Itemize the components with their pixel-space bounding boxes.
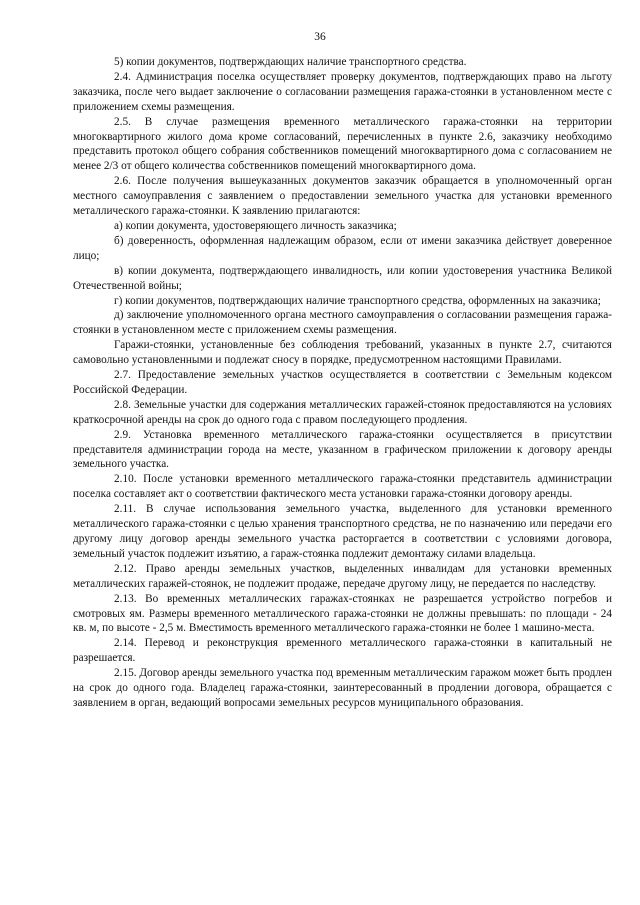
paragraph: 2.5. В случае размещения временного металлического гаража-стоянки на территории многоквартирного жилого дома кроме согласований, перечисленных в пункте 2.6, заказчику необходимо представить протокол общего собрания собственников помещений многоквартирного дома с согласованием не менее 2/3 от общего количества собственников помещений многоквартирного дома. (73, 115, 612, 173)
list-item: в) копии документа, подтверждающего инвалидность, или копии удостоверения участника Великой Отечественной войны; (73, 264, 612, 292)
paragraph: Гаражи-стоянки, установленные без соблюдения требований, указанных в пункте 2.7, считаются самовольно установленными и подлежат сносу в порядке, предусмотренном настоящими Правилами. (73, 339, 612, 367)
paragraph: 5) копии документов, подтверждающих наличие транспортного средства. (114, 56, 467, 68)
paragraph: 2.10. После установки временного металлического гаража-стоянки представитель администрации поселка составляет акт о соответствии фактического места установки гаража-стоянки договору аренды. (73, 473, 612, 501)
list-item: г) копии документов, подтверждающих наличие транспортного средства, оформленных на заказчика; (114, 294, 601, 307)
page-number: 36 (314, 31, 326, 43)
paragraph: 2.14. Перевод и реконструкция временного металлического гаража-стоянки в капитальный не разрешается. (73, 637, 612, 665)
list-item: а) копии документа, удостоверяющего личность заказчика; (114, 219, 397, 232)
paragraph: 2.15. Договор аренды земельного участка под временным металлическим гаражом может быть продлен на срок до одного года. Владелец гаража-стоянки, заинтересованный в продлении договора, обращается с заявлением в орган, ведающий вопросами земельных ресурсов муниципального образования. (73, 667, 612, 709)
paragraph: 2.11. В случае использования земельного участка, выделенного для установки временного металлического гаража-стоянки с целью хранения транспортного средства, не по назначению или передачи его другому лицу договор аренды земельного участка расторгается в соответствии с условиями договора, земельный участок подлежит изъятию, а гараж-стоянка подлежит демонтажу силами владельца. (73, 503, 612, 560)
document-body (73, 55, 612, 711)
paragraph: 2.8. Земельные участки для содержания металлических гаражей-стоянок предоставляются на условиях краткосрочной аренды на срок до одного года с правом последующего продления. (73, 398, 612, 426)
paragraph: 2.7. Предоставление земельных участков осуществляется в соответствии с Земельным кодексом Российской Федерации. (73, 369, 612, 396)
list-item: д) заключение уполномоченного органа местного самоуправления о согласовании размещения гаража-стоянки в установленном месте с приложением схемы размещения. (73, 309, 612, 337)
paragraph: 2.9. Установка временного металлического гаража-стоянки осуществляется в присутствии представителя администрации города на месте, указанном в графическом приложении к договору аренды земельного участка. (73, 428, 612, 471)
list-item: б) доверенность, оформленная надлежащим образом, если от имени заказчика действует доверенное лицо; (73, 234, 612, 262)
paragraph: 2.12. Право аренды земельных участков, выделенных инвалидам для установки временных металлических гаражей-стоянок, не подлежит продаже, передаче другому лицу, не передается по наследству. (73, 562, 612, 590)
paragraph: 2.13. Во временных металлических гаражах-стоянках не разрешается устройство погребов и смотровых ям. Размеры временного металлического гаража-стоянки не должны превышать: по площади - 24 кв. м, по высоте - 2,5 м. Вместимость временного металлического гаража-стоянки не более 1 машино-места. (73, 592, 612, 635)
paragraph: 2.4. Администрация поселка осуществляет проверку документов, подтверждающих право на льготу заказчика, после чего выдает заключение о согласовании размещения гаража-стоянки в установленном месте с приложением схемы размещения. (73, 70, 612, 113)
paragraph: 2.6. После получения вышеуказанных документов заказчик обращается в уполномоченный орган местного самоуправления с заявлением о предоставлении земельного участка для установки временного металлического гаража-стоянки. К заявлению прилагаются: (73, 175, 612, 218)
